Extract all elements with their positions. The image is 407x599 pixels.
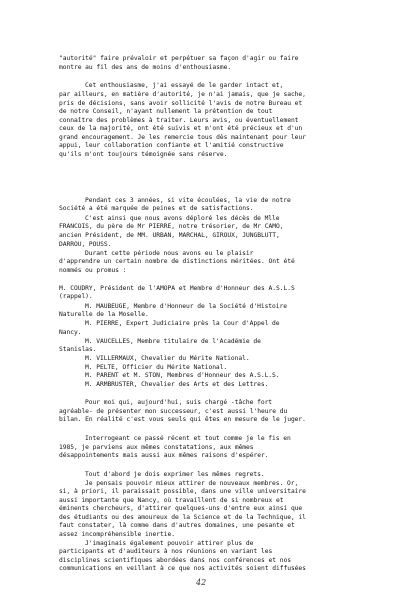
text-line: faut constater, là comme dans d'autres domaines, une pesante et — [59, 522, 295, 530]
text-line: M. PIERRE, Expert Judiciaire près la Cour d'Appel de — [85, 319, 280, 327]
text-line: désappointements mais aussi aux mêmes raisons d'espérer. — [59, 452, 269, 460]
text-line: M. PARENT et M. STON, Membres d'Honneur des A.S.L.S. — [85, 372, 280, 379]
text-line: Stanislas. — [59, 346, 97, 354]
text-line: par ailleurs, en matière d'autorité, je n'ai jamais, que je sache, — [59, 91, 306, 98]
text-line: M. MAUBEUGE, Membre d'Honneur de la Société d'Histoire — [85, 302, 288, 310]
text-line: grand encouragement. Je les remercie tous dès maintenant pour leur — [59, 133, 306, 141]
text-line: si, à priori, il paraissait possible, dans une ville universitaire — [59, 488, 306, 496]
text-line: 1985, je parviens aux mêmes constatations, aux mêmes — [59, 443, 254, 451]
text-line: assez incompréhensible inertie. — [59, 530, 175, 538]
text-line: pris de décisions, sans avoir sollicité l'avis de notre Bureau et — [59, 99, 303, 107]
text-line: FRANCOIS, du père de Mr PIERRE, notre trésorier, de Mr CAMO, — [59, 223, 284, 231]
text-line: "autorité" faire prévaloir et perpétuer sa façon d'agir ou faire — [59, 55, 299, 62]
text-line: qu'ils m'ont toujours témoignée sans réserve. — [59, 150, 228, 158]
text-line: des étudiants ou des amoureux de la Science et de la Technique, il — [59, 513, 306, 521]
text-line: Naturelle de la Moselle. — [59, 311, 149, 319]
text-line: M. VILLERMAUX, Chevalier du Mérite National. — [85, 354, 250, 362]
text-line: agréable- de présenter mon successeur, c'est aussi l'heure du — [59, 407, 288, 415]
text-line: J'imaginais également pouvoir attirer plus de — [85, 539, 254, 547]
text-line: disciplines scientifiques abordées dans nos conférences et nos — [59, 556, 291, 564]
text-line: montre au fil des ans de moins d'enthousiasme. — [59, 63, 232, 71]
text-line: bilan. En réalité c'est vous seuls qui êtes en mesure de le juger. — [59, 416, 306, 424]
text-line: Durant cette période nous avons eu le plaisir — [85, 249, 254, 257]
text-line: aussi importante que Nancy, où travaillent de si nombreux et — [59, 496, 284, 504]
text-line: Tout d'abord je dois exprimer les mêmes regrets. — [85, 471, 265, 479]
text-line: participants et d'auditeurs à nos réunions en variant les — [59, 548, 273, 555]
text-line: Pour moi qui, aujourd'hui, suis chargé -tâche fort — [85, 399, 273, 407]
text-line: connaître des problèmes à traiter. Leurs avis, ou éventuellement — [59, 116, 299, 124]
text-line: (rappel). — [59, 293, 93, 301]
text-line: Nancy. — [59, 328, 82, 336]
text-line: Pendant ces 3 années, si vite écoulées, la vie de notre — [85, 196, 291, 204]
text-line: d'apprendre un certain nombre de distinctions méritées. Ont été — [59, 258, 295, 266]
text-line: nommés ou promus : — [59, 266, 127, 274]
text-line: DARROU, POUSS. — [59, 240, 112, 248]
text-line: éminents chercheurs, d'attirer quelques-uns d'entre eux ainsi que — [59, 505, 303, 513]
text-line: M. PELTE, Officier du Mérite National. — [85, 363, 228, 371]
text-line: Interrogeant ce passé récent et tout comme je le fis en — [85, 435, 291, 443]
text-line: M. VAUCELLES, Membre titulaire de l'Académie de — [85, 337, 261, 345]
text-line: appui, leur collaboration confiante et l'amitié constructive — [59, 142, 284, 150]
text-line: Société a été marquée de peines et de satisfactions. — [59, 205, 254, 213]
text-line: Je pensais pouvoir mieux attirer de nouveaux membres. Or, — [85, 479, 299, 487]
text-line: M. COUDRY, Président de l'AMOPA et Membre d'Honneur des A.S.L.S — [59, 284, 295, 292]
text-line: M. ARMBRUSTER, Chevalier des Arts et des Lettres. — [85, 380, 269, 388]
text-line: ceux de la majorité, ont été suivis et m'ont été précieux et d'un — [59, 125, 303, 132]
text-line: ancien Président, de MM. URBAN, MARCHAL, GIROUX, JUNGBLUTT, — [59, 231, 280, 239]
page-number: 42 — [196, 578, 207, 587]
text-line: C'est ainsi que nous avons déploré les décès de Mlle — [85, 214, 280, 222]
text-line: de notre Conseil, n'ayant nullement la prétention de tout — [59, 108, 273, 115]
text-line: communications en veillant à ce que nos activités soient diffusées — [59, 565, 306, 572]
text-line: Cet enthousiasme, j'ai essayé de le garder intact et, — [85, 82, 284, 90]
